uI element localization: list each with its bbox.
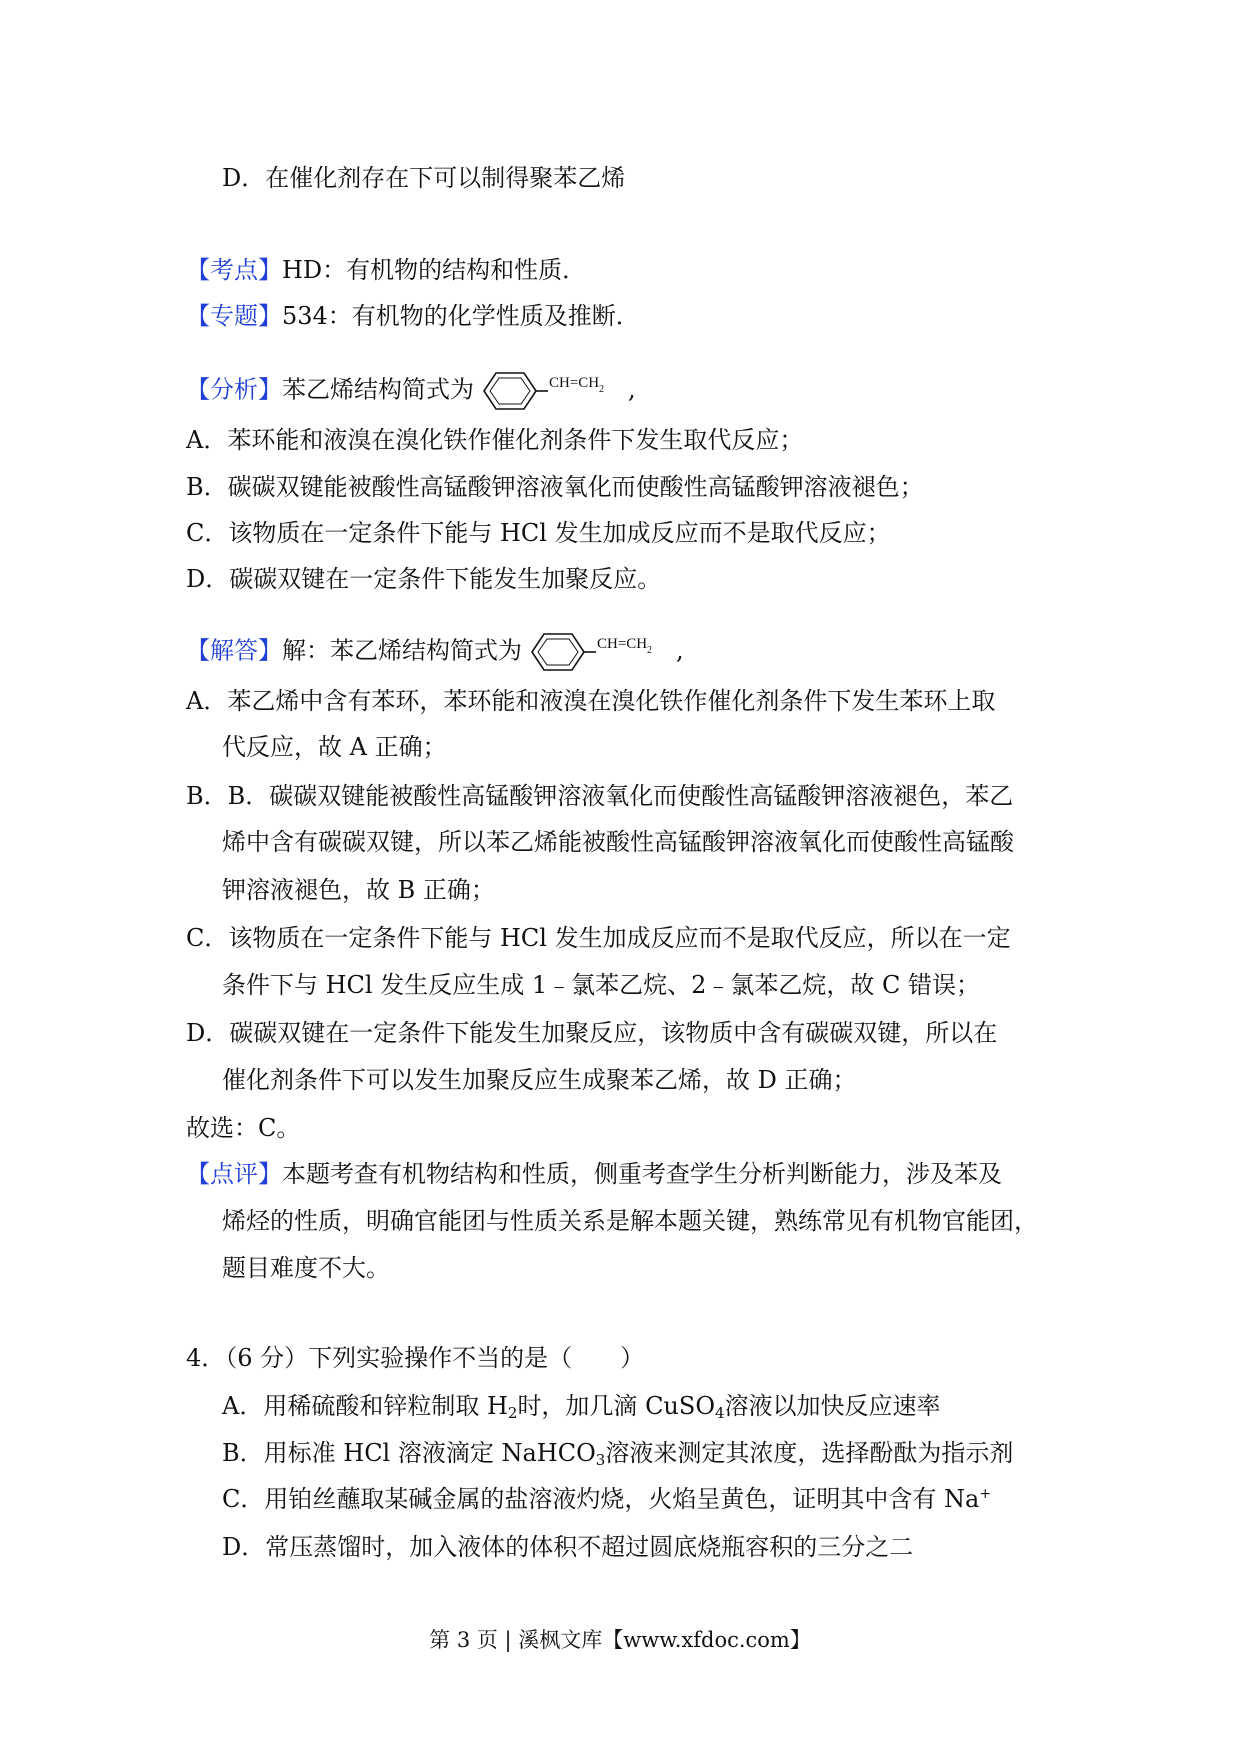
fenxi-item-c: C．该物质在一定条件下能与 HCl 发生加成反应而不是取代反应；	[186, 519, 891, 547]
jieda-c-line1: C．该物质在一定条件下能与 HCl 发生加成反应而不是取代反应，所以在一定	[186, 924, 1011, 952]
styrene-structure-icon	[478, 367, 628, 415]
previous-option-d: D．在催化剂存在下可以制得聚苯乙烯	[222, 164, 626, 192]
question4-option-c	[222, 1483, 991, 1515]
jieda-d-line1: D．碳碳双键在一定条件下能发生加聚反应，该物质中含有碳碳双键，所以在	[186, 1019, 998, 1047]
question4-option-b	[222, 1437, 1013, 1469]
q4-a-text2: 时，加几滴 CuSO	[517, 1392, 716, 1420]
jieda-b-line3: 钾溶液褪色，故 B 正确；	[222, 876, 495, 904]
fenxi-tag: 【分析】	[186, 375, 282, 404]
fenxi-line	[186, 367, 636, 415]
question4-stem: 4．（6 分）下列实验操作不当的是（ ）	[186, 1344, 645, 1372]
kaodian-text: HD：有机物的结构和性质．	[282, 256, 587, 284]
dianping-line3: 题目难度不大。	[222, 1254, 390, 1282]
fenxi-structure-label: CH=CH	[549, 375, 600, 391]
q4-b-text1: B．用标准 HCl 溶液滴定 NaHCO	[222, 1439, 596, 1467]
dianping-line2: 烯烃的性质，明确官能团与性质关系是解本题关键，熟练常见有机物官能团，	[222, 1207, 1038, 1235]
page-footer: 第 3 页 | 溪枫文库【www.xfdoc.com】	[429, 1628, 811, 1652]
fenxi-structure-sub: 2	[599, 384, 604, 395]
jieda-a-line1: A．苯乙烯中含有苯环，苯环能和液溴在溴化铁作催化剂条件下发生苯环上取	[186, 687, 996, 715]
q4-a-sub2: 4	[715, 1404, 725, 1422]
dianping-tag: 【点评】	[186, 1160, 282, 1188]
q4-c-text: C．用铂丝蘸取某碱金属的盐溶液灼烧，火焰呈黄色，证明其中含有 Na	[222, 1485, 980, 1513]
fenxi-item-d: D．碳碳双键在一定条件下能发生加聚反应。	[186, 565, 662, 593]
fenxi-item-a: A．苯环能和液溴在溴化铁作催化剂条件下发生取代反应；	[186, 426, 804, 454]
q4-b-text2: 溶液来测定其浓度，选择酚酞为指示剂	[605, 1439, 1014, 1467]
q4-a-text3: 溶液以加快反应速率	[724, 1392, 941, 1420]
dianping-line	[186, 1158, 1002, 1190]
kaodian-tag: 【考点】	[186, 256, 282, 284]
jieda-answer: 故选：C。	[186, 1114, 301, 1142]
zhuanti-line	[186, 300, 640, 332]
jieda-b-line1: B．B．碳碳双键能被酸性高锰酸钾溶液氧化而使酸性高锰酸钾溶液褪色，苯乙	[186, 782, 1014, 810]
kaodian-line	[186, 254, 586, 286]
fenxi-tail: ,	[628, 375, 636, 404]
jieda-c-line2: 条件下与 HCl 发生反应生成 1﹣氯苯乙烷、2﹣氯苯乙烷，故 C 错误；	[222, 971, 981, 999]
fenxi-item-b: B．碳碳双键能被酸性高锰酸钾溶液氧化而使酸性高锰酸钾溶液褪色；	[186, 473, 924, 501]
q4-a-sub1: 2	[507, 1404, 518, 1422]
zhuanti-text: 534：有机物的化学性质及推断．	[282, 302, 640, 330]
q4-c-sup: +	[979, 1486, 992, 1502]
jieda-b-line2: 烯中含有碳碳双键，所以苯乙烯能被酸性高锰酸钾溶液氧化而使酸性高锰酸	[222, 828, 1014, 856]
jieda-a-line2: 代反应，故 A 正确；	[222, 733, 447, 761]
jieda-structure-label: CH=CH	[597, 636, 648, 652]
jieda-line	[186, 628, 684, 676]
question4-option-d: D．常压蒸馏时，加入液体的体积不超过圆底烧瓶容积的三分之二	[222, 1533, 914, 1561]
q4-a-text1: A．用稀硫酸和锌粒制取 H	[222, 1392, 508, 1420]
question4-option-a	[222, 1390, 941, 1422]
jieda-structure-sub: 2	[647, 645, 652, 656]
styrene-structure-icon	[526, 628, 676, 676]
dianping-line1: 本题考查有机物结构和性质，侧重考查学生分析判断能力，涉及苯及	[282, 1160, 1002, 1188]
fenxi-text: 苯乙烯结构简式为	[282, 375, 474, 404]
jieda-text: 解：苯乙烯结构简式为	[282, 636, 522, 665]
jieda-tag: 【解答】	[186, 636, 282, 665]
q4-b-sub: 3	[595, 1451, 606, 1469]
jieda-d-line2: 催化剂条件下可以发生加聚反应生成聚苯乙烯，故 D 正确；	[222, 1066, 857, 1094]
zhuanti-tag: 【专题】	[186, 302, 282, 330]
jieda-tail: ,	[676, 636, 684, 665]
